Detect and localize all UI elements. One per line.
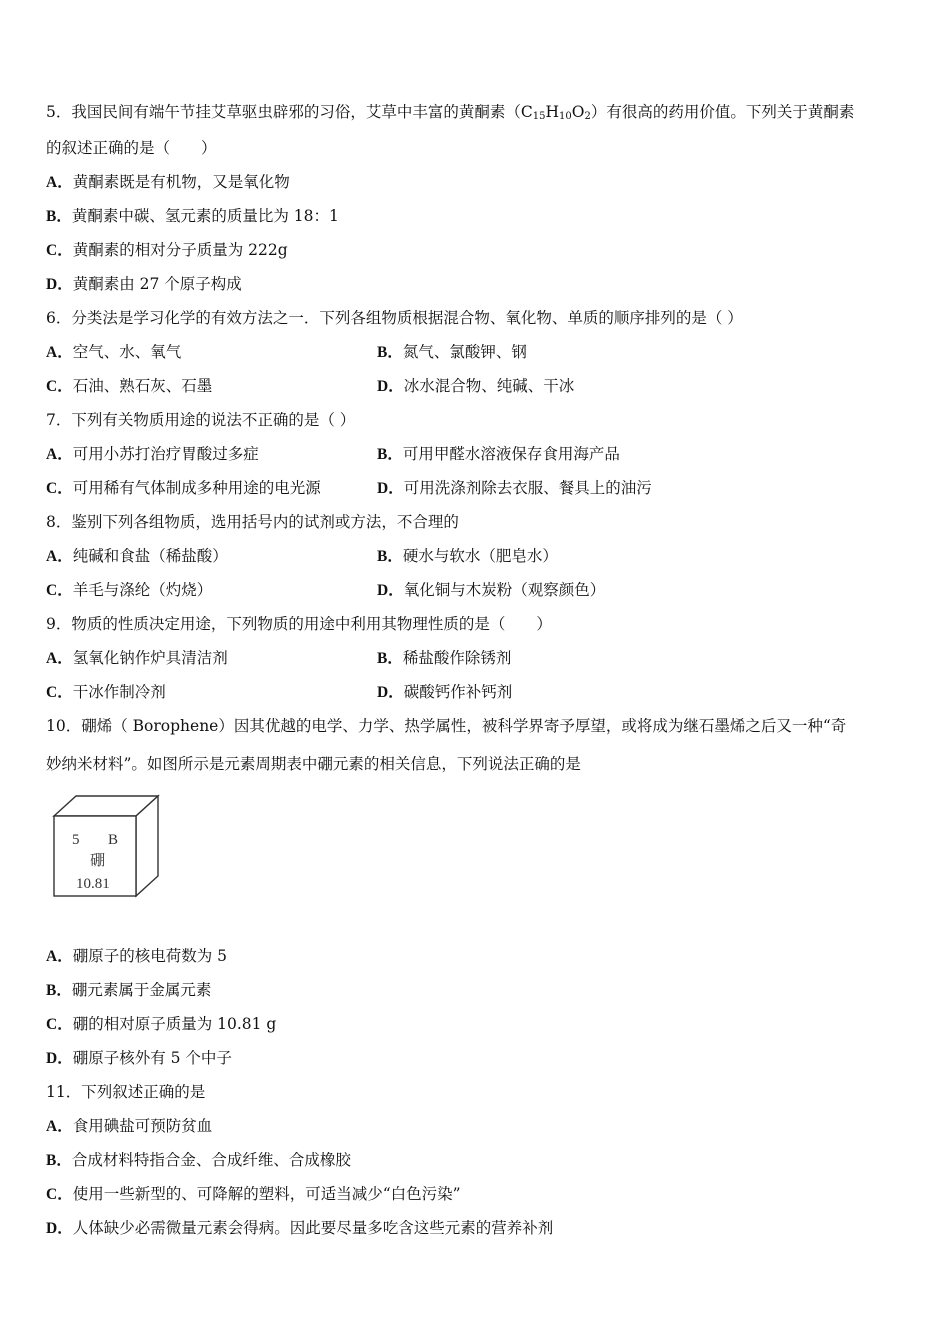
q7-options-row1 xyxy=(46,444,908,465)
q5-stem-line1 xyxy=(46,102,854,127)
q5-option-d[interactable]: D．黄酮素由 27 个原子构成 xyxy=(46,275,242,293)
q7-options-row2 xyxy=(46,478,908,499)
q9-option-d[interactable]: D．碳酸钙作补钙剂 xyxy=(377,683,513,701)
q9-stem: 9．物质的性质决定用途，下列物质的用途中利用其物理性质的是（ ） xyxy=(46,615,552,633)
q9-option-b[interactable]: B．稀盐酸作除锈剂 xyxy=(377,649,512,667)
q10-stem-line1: 10．硼烯（ Borophene）因其优越的电学、力学、热学属性，被科学界寄予厚望，或将成为继石墨烯之后又一种“奇 xyxy=(46,717,847,735)
q5-stem-line2: 的叙述正确的是（ ） xyxy=(46,139,217,157)
q11-stem: 11．下列叙述正确的是 xyxy=(46,1083,206,1101)
q8-option-a[interactable]: A．纯碱和食盐（稀盐酸） xyxy=(46,547,228,565)
q8-options-row2 xyxy=(46,580,908,601)
q10-stem-line2: 妙纳米材料”。如图所示是元素周期表中硼元素的相关信息，下列说法正确的是 xyxy=(46,755,581,773)
q9-options-row2 xyxy=(46,682,908,703)
q5-option-b[interactable]: B．黄酮素中碳、氢元素的质量比为 18：1 xyxy=(46,207,339,225)
q10-option-b[interactable]: B．硼元素属于金属元素 xyxy=(46,981,212,999)
element-name: 硼 xyxy=(90,853,106,869)
q6-option-c[interactable]: C．石油、熟石灰、石墨 xyxy=(46,377,213,395)
q7-option-c[interactable]: C．可用稀有气体制成多种用途的电光源 xyxy=(46,479,321,497)
q5-subscript: 10 xyxy=(559,111,572,122)
q9-options-row1 xyxy=(46,648,908,669)
q5-stem-part: ）有很高的药用价值。下列关于黄酮素 xyxy=(590,103,855,121)
q6-option-a[interactable]: A．空气、水、氧气 xyxy=(46,343,182,361)
q6-stem: 6．分类法是学习化学的有效方法之一．下列各组物质根据混合物、氧化物、单质的顺序排列的是（ ） xyxy=(46,309,743,327)
boron-element-card xyxy=(52,794,162,900)
q11-option-a[interactable]: A．食用碘盐可预防贫血 xyxy=(46,1117,213,1135)
q5-element-o: O xyxy=(571,103,585,121)
q11-option-b[interactable]: B．合成材料特指合金、合成纤维、合成橡胶 xyxy=(46,1151,351,1169)
q10-option-c[interactable]: C．硼的相对原子质量为 10.81 g xyxy=(46,1015,277,1033)
q5-stem-part: 5．我国民间有端午节挂艾草驱虫辟邪的习俗，艾草中丰富的黄酮素（C xyxy=(46,103,533,121)
atomic-mass: 10.81 xyxy=(76,876,110,892)
q8-stem: 8．鉴别下列各组物质，选用括号内的试剂或方法，不合理的 xyxy=(46,513,459,531)
q6-option-d[interactable]: D．冰水混合物、纯碱、干冰 xyxy=(377,377,575,395)
q8-option-d[interactable]: D．氧化铜与木炭粉（观察颜色） xyxy=(377,581,606,599)
q11-option-d[interactable]: D．人体缺少必需微量元素会得病。因此要尽量多吃含这些元素的营养补剂 xyxy=(46,1219,554,1237)
q7-stem: 7．下列有关物质用途的说法不正确的是（ ） xyxy=(46,411,356,429)
q5-option-c[interactable]: C．黄酮素的相对分子质量为 222g xyxy=(46,241,288,259)
q7-option-d[interactable]: D．可用洗涤剂除去衣服、餐具上的油污 xyxy=(377,479,652,497)
q9-option-a[interactable]: A．氢氧化钠作炉具清洁剂 xyxy=(46,649,228,667)
q10-option-a[interactable]: A．硼原子的核电荷数为 5 xyxy=(46,947,227,965)
q7-option-b[interactable]: B．可用甲醛水溶液保存食用海产品 xyxy=(377,445,620,463)
q10-option-d[interactable]: D．硼原子核外有 5 个中子 xyxy=(46,1049,232,1067)
q5-subscript: 2 xyxy=(584,111,591,122)
q8-options-row1 xyxy=(46,546,908,567)
q5-subscript: 15 xyxy=(532,111,546,122)
element-symbol: B xyxy=(108,832,119,848)
q6-options-row2 xyxy=(46,376,908,397)
q11-option-c[interactable]: C．使用一些新型的、可降解的塑料，可适当减少“白色污染” xyxy=(46,1185,461,1203)
q8-option-c[interactable]: C．羊毛与涤纶（灼烧） xyxy=(46,581,213,599)
q5-element-h: H xyxy=(545,103,559,121)
q8-option-b[interactable]: B．硬水与软水（肥皂水） xyxy=(377,547,558,565)
atomic-number: 5 xyxy=(72,832,80,848)
q6-options-row1 xyxy=(46,342,908,363)
q9-option-c[interactable]: C．干冰作制冷剂 xyxy=(46,683,166,701)
q5-option-a[interactable]: A．黄酮素既是有机物，又是氧化物 xyxy=(46,173,290,191)
q6-option-b[interactable]: B．氮气、氯酸钾、钢 xyxy=(377,343,527,361)
q7-option-a[interactable]: A．可用小苏打治疗胃酸过多症 xyxy=(46,445,259,463)
